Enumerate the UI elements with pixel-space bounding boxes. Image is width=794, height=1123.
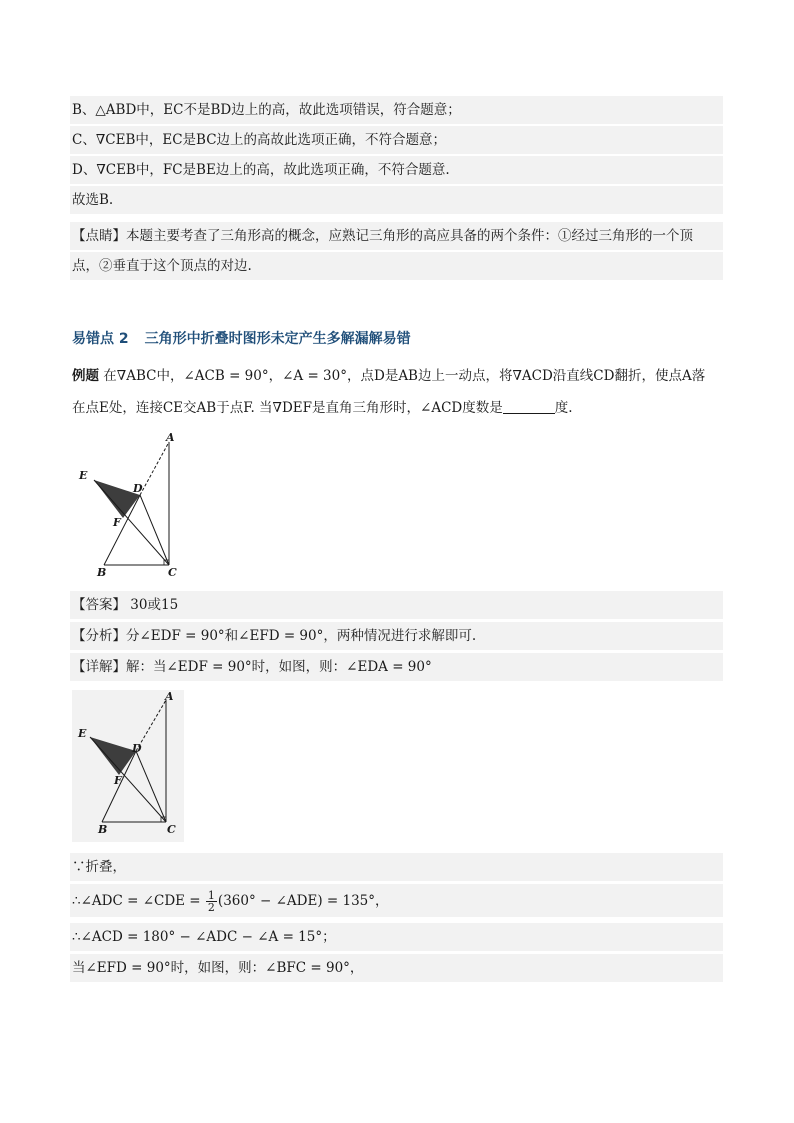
analysis-tag: 【分析】 bbox=[72, 628, 126, 644]
example-tag: 例题 bbox=[72, 368, 99, 384]
section-number: 易错点 2 bbox=[72, 331, 129, 347]
fraction-numerator: 1 bbox=[207, 889, 215, 902]
label-d: D bbox=[133, 482, 143, 495]
label-a: A bbox=[166, 431, 175, 444]
section-title: 三角形中折叠时图形未定产生多解漏解易错 bbox=[144, 331, 411, 347]
one-half-fraction bbox=[206, 890, 217, 913]
label-d-2: D bbox=[132, 742, 142, 755]
note-line-1 bbox=[70, 222, 723, 251]
dashed-ad-segment bbox=[140, 442, 169, 495]
label-e: E bbox=[79, 469, 88, 482]
example-text-2a: 在点E处，连接CE交AB于点F. 当∇DEF是直角三角形时，∠ACD度数是 bbox=[72, 400, 503, 416]
label-e-2: E bbox=[78, 727, 87, 740]
segment-dc bbox=[140, 495, 169, 565]
detail-line bbox=[70, 653, 723, 682]
analysis-text: 分∠EDF = 90°和∠EFD = 90°，两种情况进行求解即可. bbox=[126, 628, 477, 644]
option-d-line: D、∇CEB中，FC是BE边上的高，故此选项正确，不符合题意. bbox=[70, 156, 723, 185]
step1-post: (360° − ∠ADE) = 135°， bbox=[217, 893, 389, 909]
label-b: B bbox=[97, 566, 107, 579]
label-c: C bbox=[168, 566, 177, 579]
step1-line bbox=[70, 884, 723, 918]
shaded-triangle-2 bbox=[90, 737, 136, 775]
label-c-2: C bbox=[167, 823, 176, 836]
detail-text: 解：当∠EDF = 90°时，如图，则：∠EDA = 90° bbox=[126, 659, 432, 675]
fold-line: ∵折叠， bbox=[70, 853, 723, 882]
triangle-figure-2 bbox=[72, 690, 184, 842]
answer-tag: 【答案】 bbox=[72, 597, 126, 613]
answer-blank bbox=[503, 399, 555, 414]
note-line-2: 点，②垂直于这个顶点的对边. bbox=[70, 252, 723, 281]
example-text-2b: 度. bbox=[554, 400, 573, 416]
example-line-1 bbox=[70, 362, 723, 391]
detail-tag: 【详解】 bbox=[72, 659, 126, 675]
example-line-2 bbox=[70, 394, 723, 423]
note-text-1: 本题主要考查了三角形高的概念，应熟记三角形的高应具备的两个条件：①经过三角形的一个顶 bbox=[126, 228, 693, 244]
analysis-line bbox=[70, 622, 723, 651]
step1-pre: ∴∠ADC = ∠CDE = bbox=[72, 893, 205, 909]
example-text-1: 在∇ABC中，∠ACB = 90°，∠A = 30°，点D是AB边上一动点，将∇ACD沿直线CD翻折，使点A落 bbox=[103, 368, 706, 384]
note-tag: 【点睛】 bbox=[72, 228, 126, 244]
triangle-figure bbox=[75, 430, 190, 585]
label-f-2: F bbox=[114, 774, 122, 787]
label-b-2: B bbox=[98, 823, 108, 836]
option-c-line: C、∇CEB中，EC是BC边上的高故此选项正确，不符合题意； bbox=[70, 126, 723, 155]
section-heading bbox=[72, 328, 411, 348]
answer-line bbox=[70, 591, 723, 620]
fraction-denominator: 2 bbox=[207, 901, 215, 914]
segment-dc-2 bbox=[136, 751, 166, 822]
label-a-2: A bbox=[165, 690, 174, 703]
choose-line: 故选B. bbox=[70, 186, 723, 215]
answer-text: 30或15 bbox=[130, 597, 179, 613]
option-b-line: B、△ABD中，EC不是BD边上的高，故此选项错误，符合题意； bbox=[70, 96, 723, 125]
step2-line: ∴∠ACD = 180° − ∠ADC − ∠A = 15°； bbox=[70, 923, 723, 952]
step3-line: 当∠EFD = 90°时，如图，则：∠BFC = 90°， bbox=[70, 954, 723, 983]
label-f: F bbox=[113, 516, 121, 529]
